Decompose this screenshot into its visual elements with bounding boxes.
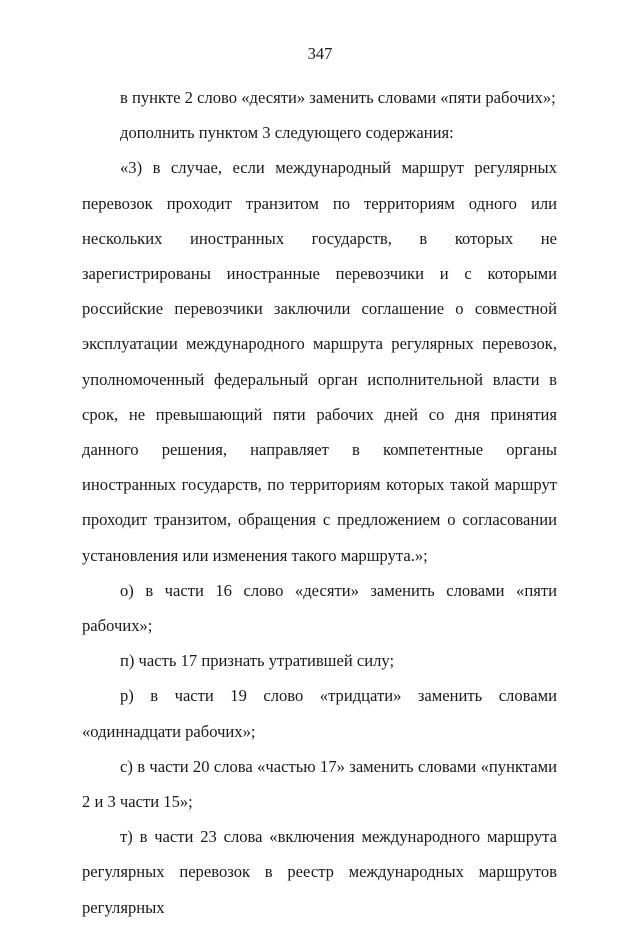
page-number: 347 — [307, 44, 333, 63]
paragraph-add-item-3: дополнить пунктом 3 следующего содержания: — [120, 123, 454, 143]
paragraph-o-part-16: о) в части 16 слово «десяти» заменить словами «пяти рабочих»; — [82, 580, 557, 636]
paragraph-t-part-23: т) в части 23 слова «включения международного маршрута регулярных перевозок в реестр международных маршрутов регулярных — [82, 827, 557, 917]
document-body — [82, 80, 557, 925]
paragraph-s-part-20: с) в части 20 слова «частью 17» заменить словами «пунктами 2 и 3 части 15»; — [82, 756, 557, 812]
paragraph-item-2-amendment: в пункте 2 слово «десяти» заменить словами «пяти рабочих»; — [120, 88, 556, 107]
paragraph-p-part-17: п) часть 17 признать утратившей силу; — [120, 651, 395, 671]
paragraph-r-part-19: р) в части 19 слово «тридцати» заменить словами «одиннадцати рабочих»; — [82, 686, 557, 741]
paragraph-item-3-text: «3) в случае, если международный маршрут регулярных перевозок проходит транзитом по территориям одного или нескольких иностранных государств, в которых не зарегистрированы иностранные перевозчики и с которыми российские перевозчики заключили соглашение о совместной эксплуатации международного маршрута регулярных перевозок, уполномоченный федеральный орган исполнительной власти в срок, не превышающий пяти рабочих дней со дня принятия данного решения, направляет в компетентные органы иностранных государств, по территориям которых такой маршрут проходит транзитом, обращения с предложением о согласовании установления или изменения такого маршрута.»; — [82, 158, 557, 565]
